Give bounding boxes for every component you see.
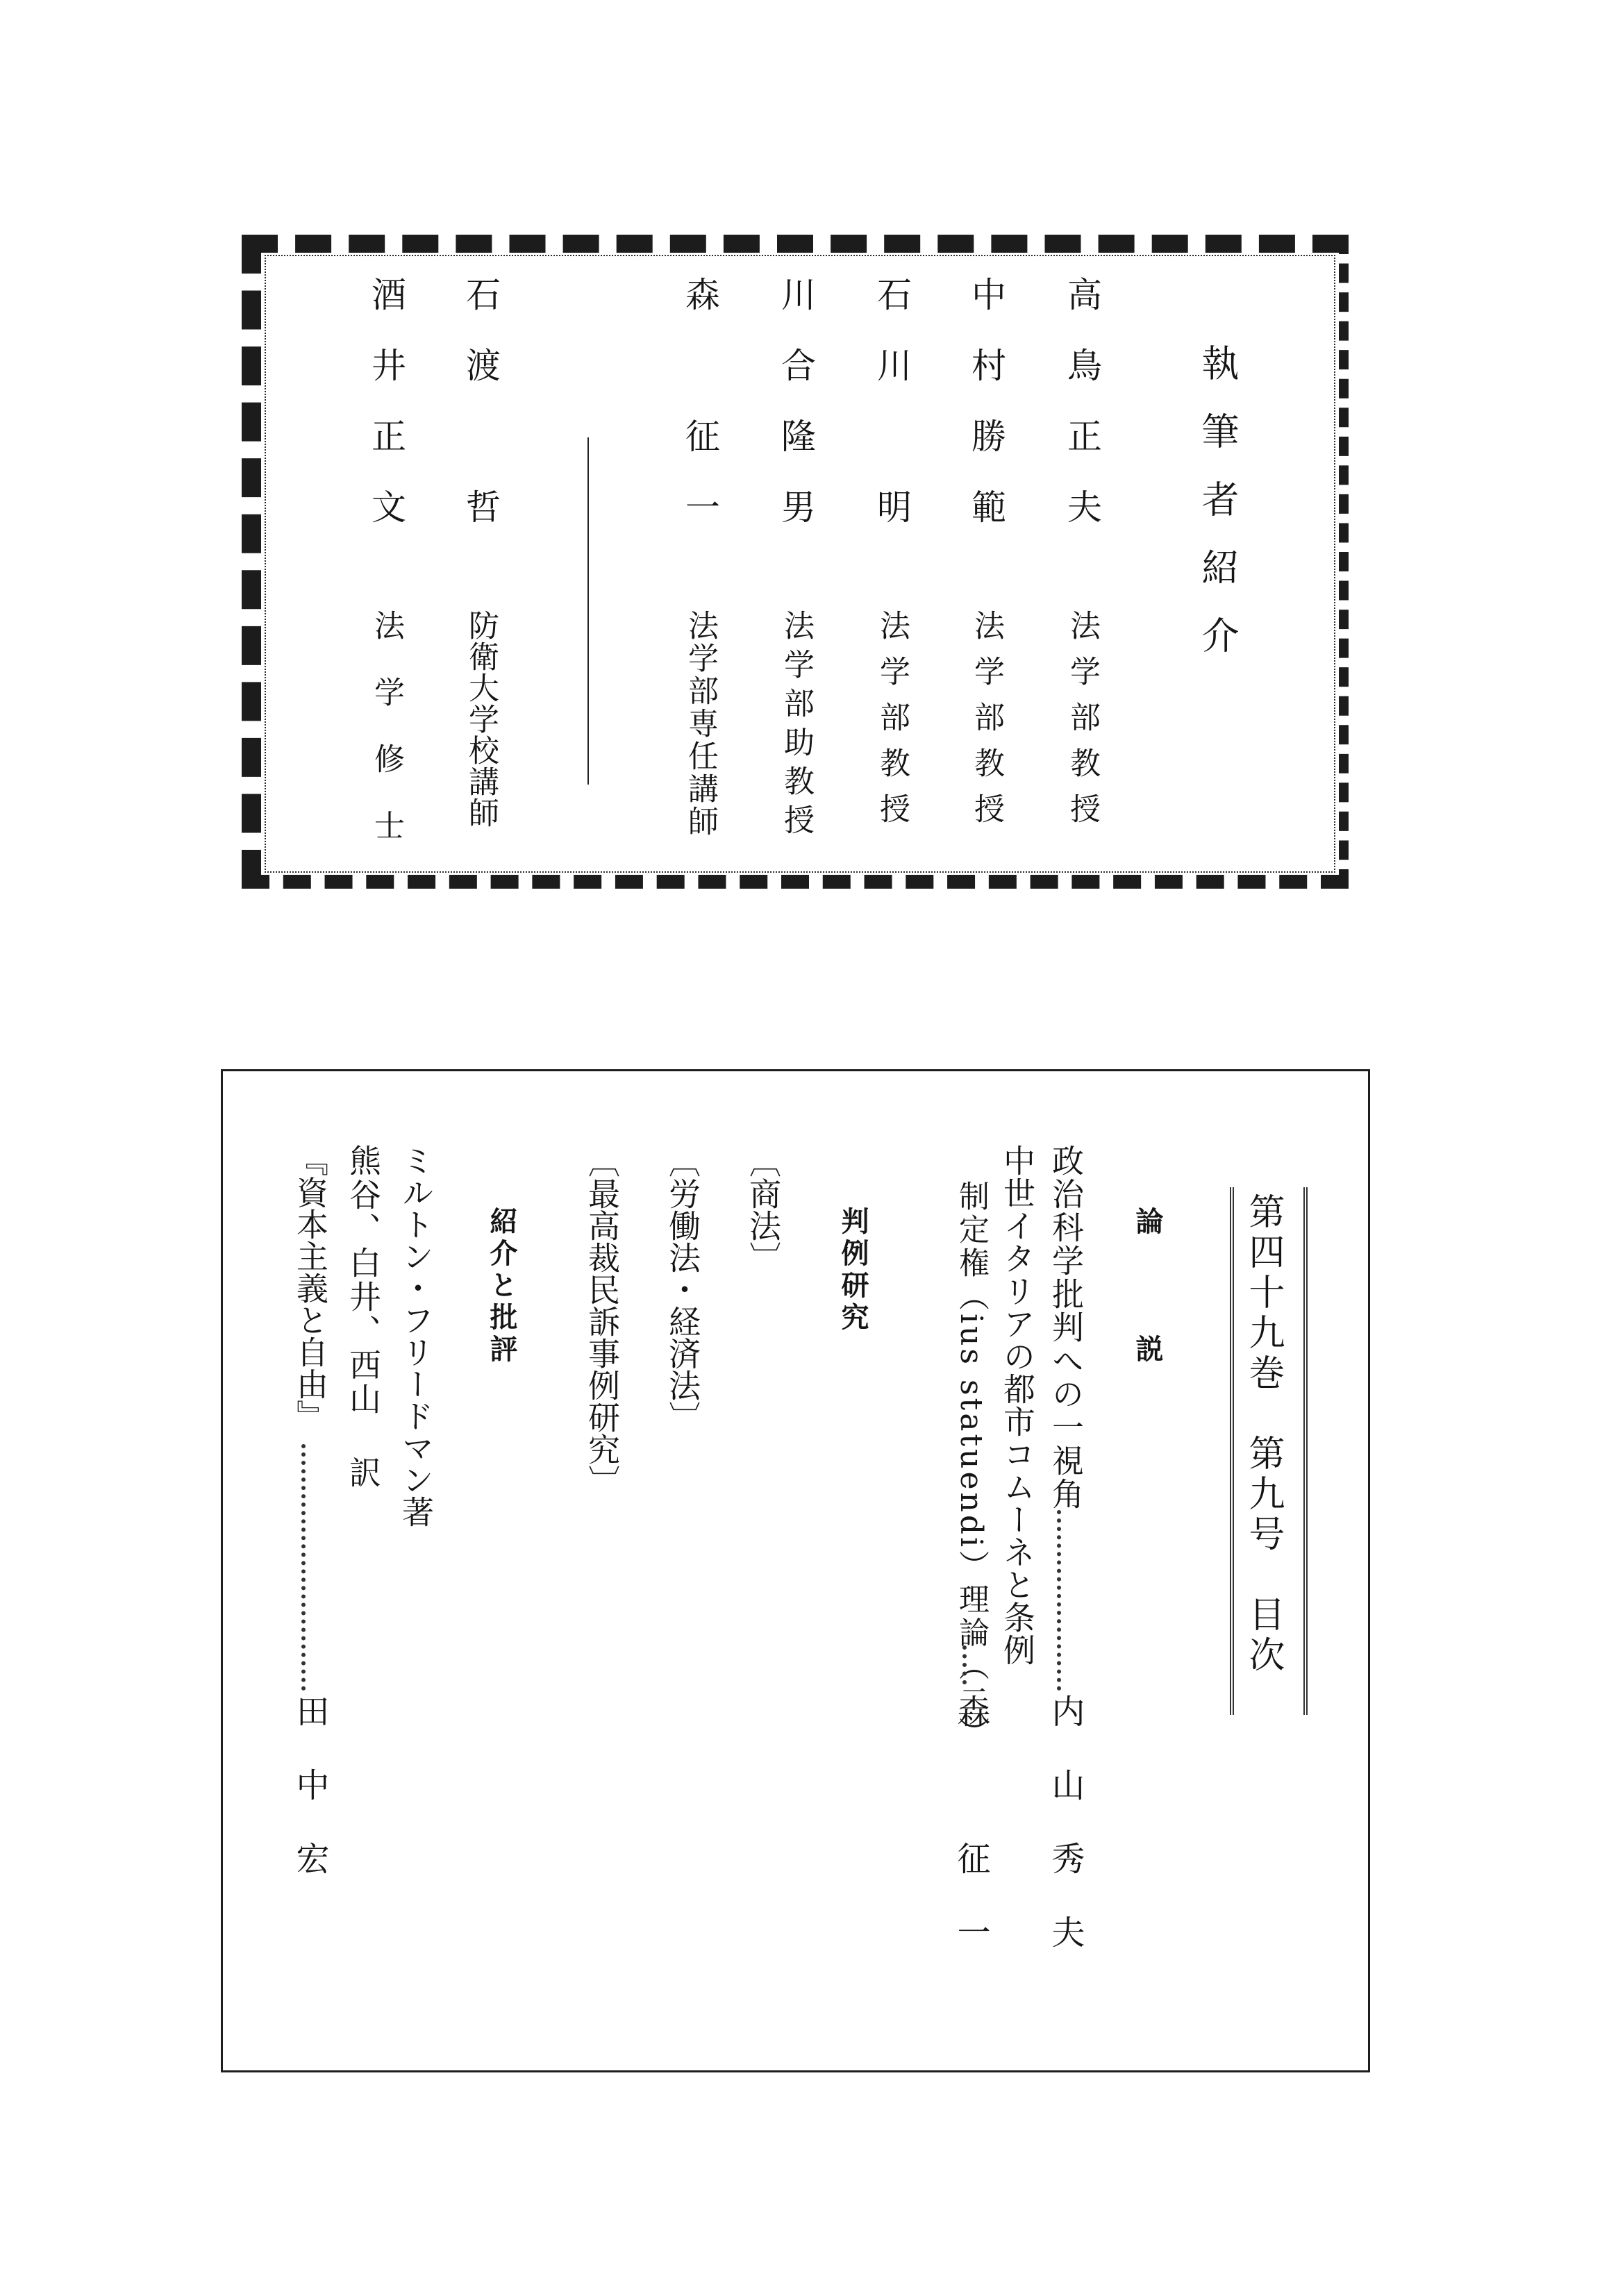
book-review-title[interactable]: 『資本主義と自由』 [292,1144,329,1432]
toc-title: 第四十九巻 第九号 目次 [1242,1193,1284,1676]
case-study-category[interactable]: 〔商法〕 [744,1146,782,1273]
section-heading-hanrei: 判例研究 [837,1207,869,1334]
article-author: 森 征一 [951,1694,990,1988]
contributor-affiliation: 法学部教授 [874,610,910,839]
book-review-reviewer: 田中宏 [290,1694,329,1915]
article-title[interactable]: 政治科学批判への一視角 [1047,1144,1085,1511]
case-study-category[interactable]: 〔最高裁民訴事例研究〕 [583,1146,621,1497]
contributor-name: 中村勝範 [966,276,1006,560]
article-title-continued[interactable]: 制定権（ius statuendi）理論（二） [953,1180,989,1750]
contributor-affiliation: 法学部助教授 [778,610,814,843]
leader-dots [1057,1510,1061,1691]
leader-dots [301,1444,306,1691]
contributor-affiliation: 法学部教授 [1065,610,1100,839]
contributor-affiliation: 法学部教授 [969,610,1004,839]
section-heading-shokai: 紹介と批評 [485,1207,518,1366]
article-title[interactable]: 中世イタリアの都市コムーネと条例 [999,1144,1036,1666]
contributor-name: 川合隆男 [776,276,816,560]
book-review-author-line: ミルトン・フリードマン著 [397,1144,435,1527]
column-divider [587,437,589,785]
case-study-category[interactable]: 〔労働法・経済法〕 [664,1146,701,1433]
section-heading-ronsetsu: 論 説 [1131,1207,1164,1398]
contributor-name: 石川 明 [871,276,912,560]
contributor-affiliation: 法学修士 [369,610,404,876]
leader-dots [962,1645,967,1684]
article-author: 内山秀夫 [1046,1694,1085,1988]
contributor-affiliation: 防衛大学校講師 [463,610,499,828]
contributor-name: 森 征一 [680,276,720,560]
book-review-translators: 熊谷、白井、西山 訳 [344,1144,382,1490]
contributor-affiliation: 法学部専任講師 [683,610,718,838]
contributor-name: 石渡 哲 [460,276,501,560]
contributor-name: 高鳥正夫 [1062,276,1102,560]
contributors-title: 執筆者紹介 [1196,344,1240,684]
contributor-name: 酒井正文 [366,276,406,560]
